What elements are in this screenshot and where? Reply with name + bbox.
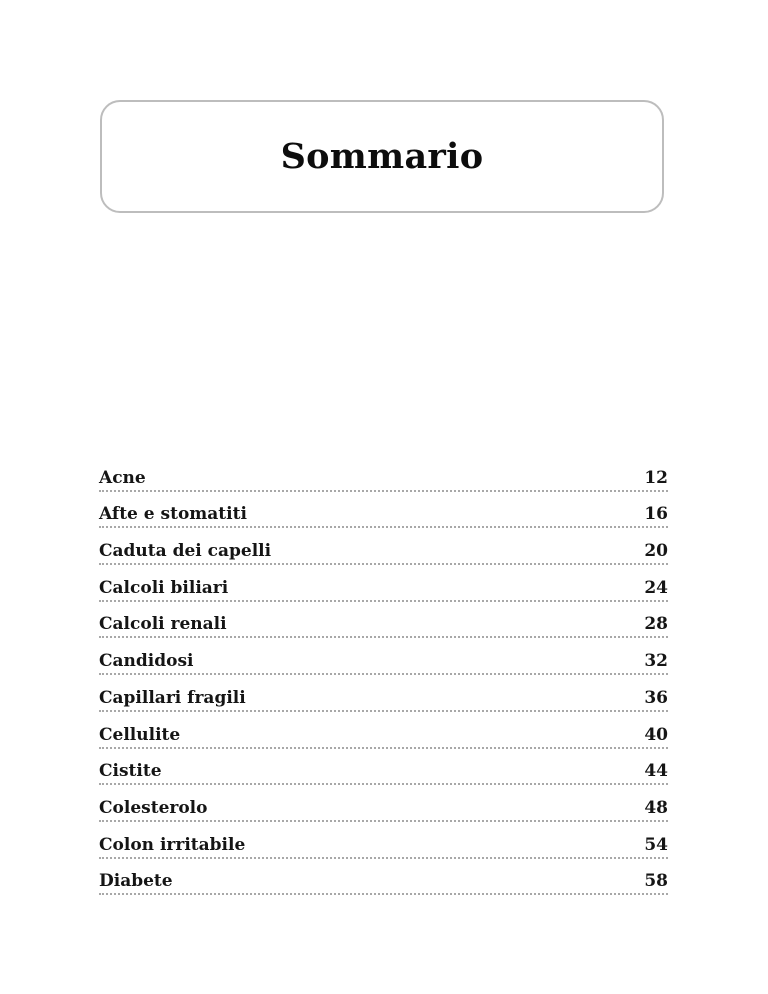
toc-entry-label: Colesterolo — [99, 797, 208, 818]
toc-entry-label: Capillari fragili — [99, 687, 246, 708]
toc-entry-page: 40 — [644, 724, 668, 745]
toc-entry-page: 54 — [644, 834, 668, 855]
toc-entry-caduta-dei-capelli[interactable] — [99, 528, 668, 565]
page-title: Sommario — [280, 136, 484, 177]
toc-entry-label: Diabete — [99, 871, 173, 892]
toc-entry-label: Acne — [99, 467, 146, 488]
title-box — [100, 100, 664, 213]
toc-entry-label: Calcoli biliari — [99, 577, 229, 598]
toc-entry-page: 28 — [644, 614, 668, 635]
toc-entry-candidosi[interactable] — [99, 638, 668, 675]
toc-entry-page: 16 — [644, 504, 668, 525]
toc-entry-calcoli-biliari[interactable] — [99, 565, 668, 602]
toc-entry-label: Afte e stomatiti — [99, 504, 247, 525]
toc-entry-page: 32 — [644, 651, 668, 672]
toc-entry-label: Caduta dei capelli — [99, 541, 272, 562]
toc-entry-label: Candidosi — [99, 651, 194, 672]
toc-entry-label: Cellulite — [99, 724, 181, 745]
toc-entry-label: Cistite — [99, 761, 162, 782]
toc-entry-label: Calcoli renali — [99, 614, 227, 635]
toc-entry-page: 36 — [644, 687, 668, 708]
toc-entry-afte-e-stomatiti[interactable] — [99, 492, 668, 529]
toc-entry-cistite[interactable] — [99, 749, 668, 786]
toc-entry-colesterolo[interactable] — [99, 785, 668, 822]
toc-entry-capillari-fragili[interactable] — [99, 675, 668, 712]
toc-entry-label: Colon irritabile — [99, 834, 246, 855]
toc-entry-cellulite[interactable] — [99, 712, 668, 749]
toc-entry-diabete[interactable] — [99, 859, 668, 896]
toc-entry-page: 58 — [644, 871, 668, 892]
toc-entry-acne[interactable] — [99, 455, 668, 492]
toc-entry-page: 48 — [644, 797, 668, 818]
toc-entry-calcoli-renali[interactable] — [99, 602, 668, 639]
toc-entry-page: 20 — [644, 541, 668, 562]
toc-entry-page: 12 — [644, 467, 668, 488]
toc-entry-page: 44 — [644, 761, 668, 782]
toc-entry-colon-irritabile[interactable] — [99, 822, 668, 859]
toc-entry-page: 24 — [644, 577, 668, 598]
table-of-contents — [99, 455, 668, 895]
